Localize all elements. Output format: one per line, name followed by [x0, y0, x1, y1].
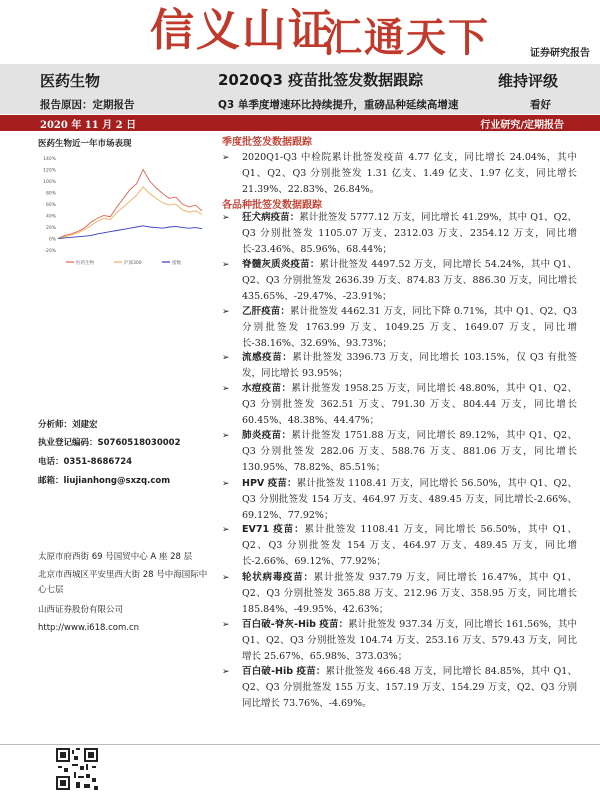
sector-name: 医药生物 — [40, 72, 101, 90]
list-item — [222, 257, 577, 306]
y-tick-label: 60% — [45, 203, 56, 208]
legend-label: 沪深300 — [124, 261, 142, 266]
company-website[interactable]: http://www.i618.com.cn — [38, 623, 140, 633]
vaccine-name: 水痘疫苗： — [242, 383, 292, 394]
bullet-arrow-icon: ➢ — [222, 260, 230, 270]
item-text — [242, 428, 577, 477]
rating-value: 看好 — [530, 99, 551, 111]
vaccine-name: 轮状病毒疫苗： — [242, 572, 314, 583]
header-banner — [0, 0, 600, 64]
y-tick-label: 80% — [45, 191, 56, 197]
y-tick-label: 40% — [45, 214, 56, 220]
bullet-arrow-icon: ➢ — [222, 573, 230, 583]
bullet-arrow-icon: ➢ — [222, 667, 230, 677]
bullet-arrow-icon: ➢ — [222, 525, 230, 535]
address-taiyuan: 太原市府西街 69 号国贸中心 A 座 28 层 — [38, 552, 193, 562]
report-date: 2020 年 11 月 2 日 — [40, 120, 137, 131]
vaccine-stats: 累计批签发 4462.31 万支，同比下降 0.71%，其中 Q1、Q2、Q3 分别批签发 1763.99 万支、1049.25 万支、1649.07 万支，同比增长-38.16%、32.69%、93.73%； — [242, 306, 577, 350]
report-category: 行业研究/定期报告 — [480, 120, 564, 131]
report-type-label: 证券研究报告 — [530, 48, 590, 59]
footer-divider — [0, 744, 600, 745]
address-beijing: 北京市西城区平安里西大街 28 号中海国际中心七层 — [38, 570, 208, 595]
vaccine-name: 百白破-Hib 疫苗： — [242, 666, 326, 677]
vaccine-stats: 累计批签发 1108.41 万支，同比增长 56.50%，其中 Q1、Q2、Q3 分别批签发 154 万支、464.97 万支、489.45 万支，同比增长-2.66%、69.12%、77.92%； — [242, 478, 577, 522]
list-item — [222, 210, 577, 259]
analyst-name: 分析师：刘建宏 — [38, 420, 98, 430]
vaccine-name: 乙肝疫苗： — [242, 306, 291, 317]
item-text — [242, 476, 577, 525]
list-item — [222, 664, 577, 713]
bullet-arrow-icon: ➢ — [222, 384, 230, 394]
bullet-arrow-icon: ➢ — [222, 213, 230, 223]
list-item — [222, 304, 577, 353]
list-item — [222, 617, 577, 666]
brand-calligraphy-left: 信义山证 — [150, 5, 334, 56]
y-tick-label: 0% — [48, 237, 56, 243]
y-tick-label: -20% — [44, 249, 56, 254]
y-tick-label: 20% — [45, 226, 56, 231]
bullet-arrow-icon: ➢ — [222, 307, 230, 317]
item-text — [242, 304, 577, 353]
item-text — [242, 257, 577, 306]
vaccine-stats: 累计批签发 3396.73 万支，同比增长 103.15%，仅 Q3 有批签发，同比增长 93.95%； — [242, 352, 577, 380]
report-title: 2020Q3 疫苗批签发数据跟踪 — [218, 71, 424, 89]
item-text — [242, 570, 577, 619]
vaccine-name: HPV 疫苗： — [242, 478, 297, 489]
y-tick-label: 120% — [43, 168, 56, 174]
list-item — [222, 476, 577, 525]
list-item — [222, 350, 577, 382]
company-name: 山西证券股份有限公司 — [38, 605, 124, 615]
list-item — [222, 381, 577, 430]
list-item — [222, 522, 577, 571]
vaccine-name: 狂犬病疫苗： — [242, 212, 300, 223]
bullet-arrow-icon: ➢ — [222, 353, 230, 363]
item-text — [242, 522, 577, 571]
report-subtitle: Q3 单季度增速环比持续提升，重磅品种延续高增速 — [218, 99, 459, 111]
qr-code-icon — [56, 748, 98, 790]
vaccine-stats: 累计批签发 937.79 万支，同比增长 16.47%，其中 Q1、Q2、Q3 分别批签发 365.88 万支、212.96 万支、358.95 万支，同比增长 185.84%、-49.95%、42.63%； — [242, 572, 577, 616]
vaccine-stats: 累计批签发 937.34 万支，同比增长 161.56%，其中 Q1、Q2、Q3 分别批签发 104.74 万支、253.16 万支、579.43 万支，同比增长 25.67%、65.98%、373.03%； — [242, 619, 577, 663]
legend-label: 医药生物 — [76, 261, 94, 266]
license-number: 执业登记编码：S0760518030002 — [38, 438, 181, 448]
chart-title: 医药生物近一年市场表现 — [38, 139, 132, 149]
item-text — [242, 664, 577, 713]
vaccine-stats: 累计批签发 5777.12 万支，同比增长 41.29%，其中 Q1、Q2、Q3 分别批签发 1105.07 万支、2312.03 万支、2354.12 万支，同比增长-23.46%、85.96%、68.44%； — [242, 212, 577, 256]
item-text: 2020Q1-Q3 中检院累计批签发疫苗 4.77 亿支，同比增长 24.04%，其中 Q1、Q2、Q3 分别批签发 1.31 亿支、1.49 亿支、1.97 亿支，同比增长 21.39%、22.83%、26.84%。 — [242, 152, 577, 196]
vaccine-name: 流感疫苗： — [242, 352, 293, 363]
y-tick-label: 140% — [43, 157, 56, 162]
item-text — [242, 381, 577, 430]
vaccine-stats: 累计批签发 466.48 万支，同比增长 84.85%，其中 Q1、Q2、Q3 分别批签发 155 万支、157.19 万支、154.29 万支，Q2、Q3 分别同比增长 73.76%、-4.69%。 — [242, 666, 577, 710]
section-heading-varieties: 各品种批签发数据跟踪 — [222, 200, 322, 211]
legend-label: 指数 — [172, 261, 181, 266]
vaccine-name: 脊髓灰质炎疫苗： — [242, 259, 320, 270]
item-text — [242, 210, 577, 259]
list-item — [222, 570, 577, 619]
item-text — [242, 617, 577, 666]
phone-number: 电话：0351-8686724 — [38, 457, 133, 467]
item-text — [242, 350, 577, 382]
bullet-arrow-icon: ➢ — [222, 479, 230, 489]
vaccine-stats: 累计批签发 1751.88 万支，同比增长 89.12%，其中 Q1、Q2、Q3 分别批签发 282.06 万支、588.76 万支、881.06 万支，同比增长 130.95%、78.82%、85.51%； — [242, 430, 577, 474]
section-heading-quarterly: 季度批签发数据跟踪 — [222, 137, 312, 148]
email-address: 邮箱：liujianhong@sxzq.com — [38, 476, 171, 486]
vaccine-name: 百白破-脊灰-Hib 疫苗： — [242, 619, 349, 630]
rating-label: 维持评级 — [498, 72, 559, 90]
report-reason: 报告原因：定期报告 — [40, 99, 135, 111]
list-item — [222, 428, 577, 477]
bullet-arrow-icon: ➢ — [222, 620, 230, 630]
vaccine-stats: 累计批签发 1958.25 万支，同比增长 48.80%，其中 Q1、Q2、Q3 分别批签发 362.51 万支、791.30 万支、804.44 万支，同比增长 60.45%、48.38%、44.47%； — [242, 383, 577, 427]
vaccine-name: EV71 疫苗： — [242, 524, 305, 535]
y-tick-label: 100% — [43, 180, 56, 185]
brand-calligraphy-right: 汇通天下 — [322, 14, 490, 61]
bullet-arrow-icon: ➢ — [222, 153, 230, 163]
vaccine-name: 肺炎疫苗： — [242, 430, 292, 441]
bullet-arrow-icon: ➢ — [222, 431, 230, 441]
vaccine-stats: 累计批签发 1108.41 万支，同比增长 56.50%，其中 Q1、Q2、Q3 分别批签发 154 万支、464.97 万支、489.45 万支，同比增长-2.66%、69.12%、77.92%； — [242, 524, 578, 568]
list-item — [222, 150, 577, 199]
market-performance-chart — [36, 150, 206, 270]
vaccine-stats: 累计批签发 4497.52 万支，同比增长 54.24%，其中 Q1、Q2、Q3 分别批签发 2636.39 万支、874.83 万支、886.30 万支，同比增长 435.65%、-29.47%、-23.91%； — [242, 259, 577, 303]
